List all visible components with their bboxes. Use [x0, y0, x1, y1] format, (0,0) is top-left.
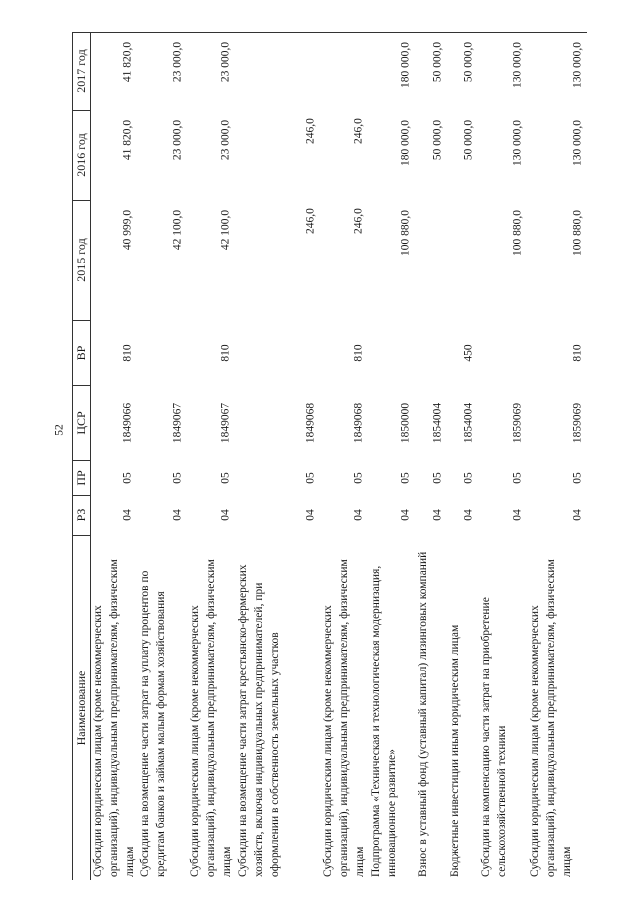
cell-rz: 04	[219, 509, 232, 521]
cell-csr: 1854004	[462, 402, 475, 443]
cell-pr: 05	[431, 471, 444, 484]
table-border-right	[72, 32, 587, 33]
cell-y2017: 41 820,0	[121, 42, 134, 83]
cell-pr: 05	[511, 471, 524, 484]
column-divider	[72, 110, 90, 111]
header-pr: ПР	[74, 469, 88, 486]
cell-y2016: 50 000,0	[462, 120, 475, 161]
row-name: Субсидии юридическим лицам (кроме некоммерческих организаций), индивидуальным предпринимателям, физическим лицам	[529, 559, 573, 877]
cell-y2015: 100 880,0	[511, 210, 524, 257]
cell-csr: 1859069	[571, 402, 584, 443]
cell-pr: 05	[219, 471, 232, 484]
cell-y2015: 40 999,0	[121, 210, 134, 251]
cell-pr: 05	[352, 471, 365, 484]
cell-y2017: 130 000,0	[511, 42, 524, 89]
cell-rz: 04	[511, 509, 524, 521]
cell-y2015: 246,0	[304, 208, 317, 235]
cell-pr: 05	[399, 471, 412, 484]
row-name: Субсидии на возмещение части затрат крестьянско-фермерских хозяйств, включая индивидуальных предпринимателей, при оформлении в собственность земельных участков	[237, 564, 281, 877]
cell-pr: 05	[462, 471, 475, 484]
cell-rz: 04	[571, 509, 584, 521]
cell-y2017: 50 000,0	[431, 42, 444, 83]
header-y2015: 2015 год	[74, 238, 88, 282]
cell-vr: 810	[571, 343, 584, 362]
column-divider	[72, 460, 90, 461]
column-divider	[72, 385, 90, 386]
row-name: Подпрограмма «Техническая и технологическая модернизация, инновационное развитие»	[370, 565, 398, 877]
cell-y2017: 180 000,0	[399, 42, 412, 89]
row-name: Взнос в уставный фонд (уставный капитал) лизинговых компаний	[417, 551, 429, 877]
row-name: Субсидии юридическим лицам (кроме некоммерческих организаций), индивидуальным предпринимателям, физическим лицам	[189, 559, 233, 877]
cell-y2015: 100 880,0	[399, 210, 412, 257]
cell-vr: 810	[352, 343, 365, 362]
cell-y2017: 130 000,0	[571, 42, 584, 89]
cell-y2016: 23 000,0	[219, 120, 232, 161]
cell-rz: 04	[352, 509, 365, 521]
column-divider	[72, 535, 90, 536]
cell-y2016: 246,0	[352, 118, 365, 145]
cell-csr: 1849068	[352, 402, 365, 443]
cell-y2016: 23 000,0	[171, 120, 184, 161]
cell-y2015: 246,0	[352, 208, 365, 235]
cell-y2017: 23 000,0	[171, 42, 184, 83]
cell-y2016: 41 820,0	[121, 120, 134, 161]
cell-pr: 05	[304, 471, 317, 484]
cell-y2016: 50 000,0	[431, 120, 444, 161]
cell-y2016: 130 000,0	[571, 120, 584, 167]
header-y2016: 2016 год	[74, 133, 88, 177]
cell-y2016: 180 000,0	[399, 120, 412, 167]
header-rz: РЗ	[74, 508, 88, 522]
cell-rz: 04	[462, 509, 475, 521]
cell-pr: 05	[571, 471, 584, 484]
header-name: Наименование	[74, 670, 88, 745]
column-divider	[72, 200, 90, 201]
row-name: Субсидии на компенсацию части затрат на приобретение сельскохозяйственной техники	[480, 597, 508, 877]
cell-csr: 1849068	[304, 402, 317, 443]
header-y2017: 2017 год	[74, 49, 88, 93]
header-csr: ЦСР	[74, 410, 88, 435]
row-name: Субсидии на возмещение части затрат на уплату процентов по кредитам банков и займам малым формам хозяйствования	[139, 570, 167, 877]
cell-pr: 05	[121, 471, 134, 484]
cell-csr: 1849066	[121, 402, 134, 443]
cell-csr: 1849067	[171, 402, 184, 443]
cell-vr: 810	[219, 343, 232, 362]
column-divider	[72, 320, 90, 321]
header-vr: ВР	[74, 345, 88, 360]
cell-pr: 05	[171, 471, 184, 484]
cell-rz: 04	[399, 509, 412, 521]
cell-y2015: 100 880,0	[571, 210, 584, 257]
cell-csr: 1849067	[219, 402, 232, 443]
row-name: Субсидии юридическим лицам (кроме некоммерческих организаций), индивидуальным предпринимателям, физическим лицам	[92, 559, 136, 877]
cell-csr: 1850000	[399, 402, 412, 443]
cell-y2017: 23 000,0	[219, 42, 232, 83]
cell-csr: 1859069	[511, 402, 524, 443]
row-name: Субсидии юридическим лицам (кроме некоммерческих организаций), индивидуальным предпринимателям, физическим лицам	[322, 559, 366, 877]
cell-rz: 04	[304, 509, 317, 521]
cell-y2015: 42 100,0	[171, 210, 184, 251]
cell-y2017: 50 000,0	[462, 42, 475, 83]
cell-y2015: 42 100,0	[219, 210, 232, 251]
cell-rz: 04	[121, 509, 134, 521]
page-number: 52	[53, 424, 66, 436]
cell-y2016: 130 000,0	[511, 120, 524, 167]
cell-rz: 04	[171, 509, 184, 521]
row-name: Бюджетные инвестиции иным юридическим лицам	[449, 624, 461, 877]
table-border-left	[72, 32, 73, 880]
cell-vr: 810	[121, 343, 134, 362]
cell-vr: 450	[462, 343, 475, 362]
cell-csr: 1854004	[431, 402, 444, 443]
column-divider	[72, 495, 90, 496]
cell-rz: 04	[431, 509, 444, 521]
cell-y2016: 246,0	[304, 118, 317, 145]
